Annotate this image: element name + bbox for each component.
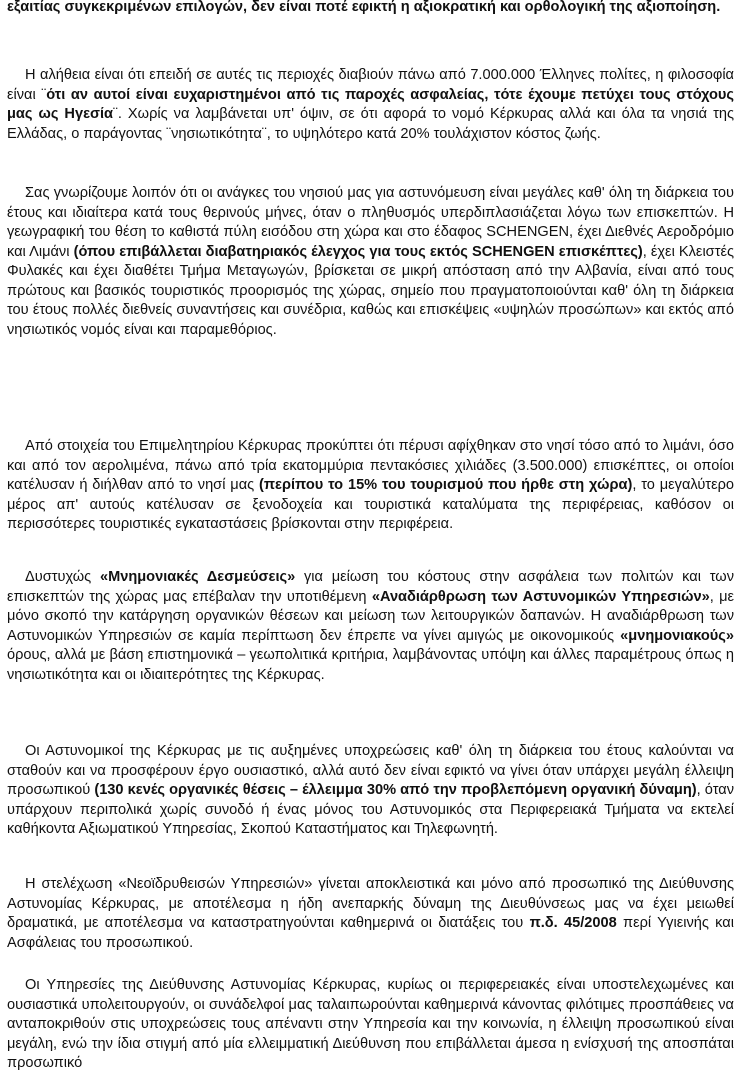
bold-text-span: π.δ. 45/2008: [529, 915, 617, 931]
text-span: , όταν υπάρχουν περιπολικά χωρίς συνοδό ή ένας μόνος του Αστυνομικός στα Περιφερειακά Τμήματα να εκτελεί καθήκοντα Αξιωματικού Υπηρεσίας, Σκοπού Καταστήματος και Τηλεφωνητή.: [7, 782, 735, 837]
text-span: , με μόνο σκοπό την κατάργηση οργανικών θέσεων και μείωση των λειτουργικών δαπανών. Η αναδιάρθρωση των Αστυνομικών Υπηρεσιών σε καμία περίπτωση δεν έπρεπε να γίνει αμιγώς με οικονομικούς: [7, 588, 734, 644]
text-span: Οι Υπηρεσίες της Διεύθυνσης Αστυνομίας Κέρκυρας, κυρίως οι περιφερειακές είναι υποστελεχωμένες και ουσιαστικά υπολειτουργούν, οι συνάδελφοί μας ταλαιπωρούνται καθημερινά κάνοντας φιλότιμες προσπάθειες να ανταποκριθούν στις υποχρεώσεις τους απέναντι στην Υπηρεσία και την κοινωνία, η έλλειψη προσωπικού είναι μεγάλη, ενώ την ίδια στιγμή από μία ελλειμματική Διεύθυνση που επιβάλλεται άμεσα η ενίσχυσή της αποσπάται προσωπικό: [7, 977, 734, 1071]
text-span: περί Υγιεινής και Ασφάλειας του προσωπικού.: [7, 915, 734, 951]
paragraph-philosophy: [7, 66, 734, 144]
bold-text-span: ότι αν αυτοί είναι ευχαριστημένοι από τις παροχές ασφαλείας, τότε έχουμε πετύχει τους στόχους μας ως Ηγεσία: [7, 86, 735, 122]
text-span: ¨. Χωρίς να λαμβάνεται υπ' όψιν, σε ότι αφορά το νομό Κέρκυρας αλλά και όλα τα νησιά της Ελλάδας, ο παράγοντας ¨νησιωτικότητα¨, το υψηλότερο κατά 20% τουλάχιστον κόστος ζωής.: [7, 106, 734, 142]
text-span: όρους, αλλά με βάση επιστημονικά – γεωπολιτικά κριτήρια, λαμβάνοντας υπόψη και άλλες παραμέτρους όπως η νησιωτικότητα και οι ιδιαιτερότητες της Κέρκυρας.: [7, 647, 734, 683]
paragraph-memorandum-commitments: [7, 568, 734, 685]
text-span: , έχει Κλειστές Φυλακές και έχει διαθέτει Τμήμα Μεταγωγών, βρίσκεται σε μικρή απόσταση από την Αλβανία, είναι από τους πρώτους και βασικός τουριστικός προορισμός της χώρας, σημείο που πραγματοποιούνται καθ' όλη τη διάρκεια του έτους πολλές διεθνείς συναντήσεις και συνέδρια, καθώς και επισκέψεις «υψηλών προσώπων» και εκτός από νησιωτικός νομός είναι και παραμεθόριος.: [7, 243, 734, 338]
paragraph-intro-bold: [7, 0, 734, 18]
text-span: Δυστυχώς: [25, 569, 100, 585]
bold-text-span: «Μνημονιακές Δεσμεύσεις»: [99, 569, 296, 585]
text-span: , το μεγαλύτερο μέρος απ' αυτούς κατέλυσαν σε ξενοδοχεία και τουριστικά καταλύματα της περιφέρειας, καθόσον οι περισσότερες τουριστικές εγκαταστάσεις βρίσκονται στην περιφέρεια.: [7, 477, 735, 532]
bold-text-span: (όπου επιβάλλεται διαβατηριακός έλεγχος για τους εκτός SCHENGEN επισκέπτες): [73, 243, 643, 260]
paragraph-chamber-statistics: [7, 437, 734, 535]
text-span: Η αλήθεια είναι ότι επειδή σε αυτές τις περιοχές διαβιούν πάνω από 7.000.000 Έλληνες πολίτες, η φιλοσοφία είναι ¨: [7, 67, 734, 103]
bold-text-span: (περίπου το 15% του τουρισμού που ήρθε στη χώρα): [259, 477, 633, 493]
text-span: Από στοιχεία του Επιμελητηρίου Κέρκυρας προκύπτει ότι πέρυσι αφίχθηκαν στο νησί τόσο από το λιμάνι, όσο και από τον αερολιμένα, πάνω από τρία εκατομμύρια πεντακόσιες χιλιάδες (3.500.000) επισκέπτες, οι οποίοι κατέλυσαν ή διήλθαν από το νησί μας: [7, 438, 734, 493]
paragraph-island-needs: [7, 184, 734, 340]
text-span: Οι Αστυνομικοί της Κέρκυρας με τις αυξημένες υποχρεώσεις καθ' όλη τη διάρκεια του έτους καλούνται να σταθούν και να προσφέρουν έργο ουσιαστικό, αλλά αυτό δεν είναι εφικτό να γίνει όταν υπάρχει μεγάλη έλλειψη προσωπικού: [7, 743, 734, 798]
text-span: Η στελέχωση «Νεοϊδρυθεισών Υπηρεσιών» γίνεται αποκλειστικά και μόνο από προσωπικό της Διεύθυνσης Αστυνομίας Κέρκυρας, με αποτέλεσμα η ήδη ανεπαρκής δύναμη της Διευθύνσεως μας να έχει μειωθεί δραματικά, με αποτέλεσμα να καταστρατηγούνται καθημερινά οι διατάξεις του: [7, 876, 734, 931]
bold-text-span: «μνημονιακούς»: [620, 627, 734, 644]
paragraph-understaffed-services: [7, 976, 734, 1074]
bold-text-span: «Αναδιάρθρωση των Αστυνομικών Υπηρεσιών»: [371, 588, 710, 605]
paragraph-police-shortage: [7, 742, 734, 840]
bold-text-span: εξαιτίας συγκεκριμένων επιλογών, δεν είναι ποτέ εφικτή η αξιοκρατική και ορθολογική της αξιοποίηση.: [7, 0, 721, 15]
text-span: Σας γνωρίζουμε λοιπόν ότι οι ανάγκες του νησιού μας για αστυνόμευση είναι μεγάλες καθ' όλη τη διάρκεια του έτους και ιδιαίτερα κατά τους θερινούς μήνες, όταν ο πληθυσμός υπερδιπλασιάζεται λόγω των επισκεπτών. Η γεωγραφική του θέση το καθιστά πύλη εισόδου στη χώρα και στο έδαφος SCHENGEN, έχει Διεθνές Αεροδρόμιο και Λιμάνι: [7, 185, 734, 260]
bold-text-span: (130 κενές οργανικές θέσεις – έλλειμμα 30% από την προβλεπόμενη οργανική δύναμη): [94, 782, 697, 798]
paragraph-new-services-staffing: [7, 875, 734, 953]
text-span: για μείωση του κόστους στην ασφάλεια των πολιτών και των επισκεπτών της χώρας μας επέβαλαν την υποτιθέμενη: [7, 569, 734, 605]
